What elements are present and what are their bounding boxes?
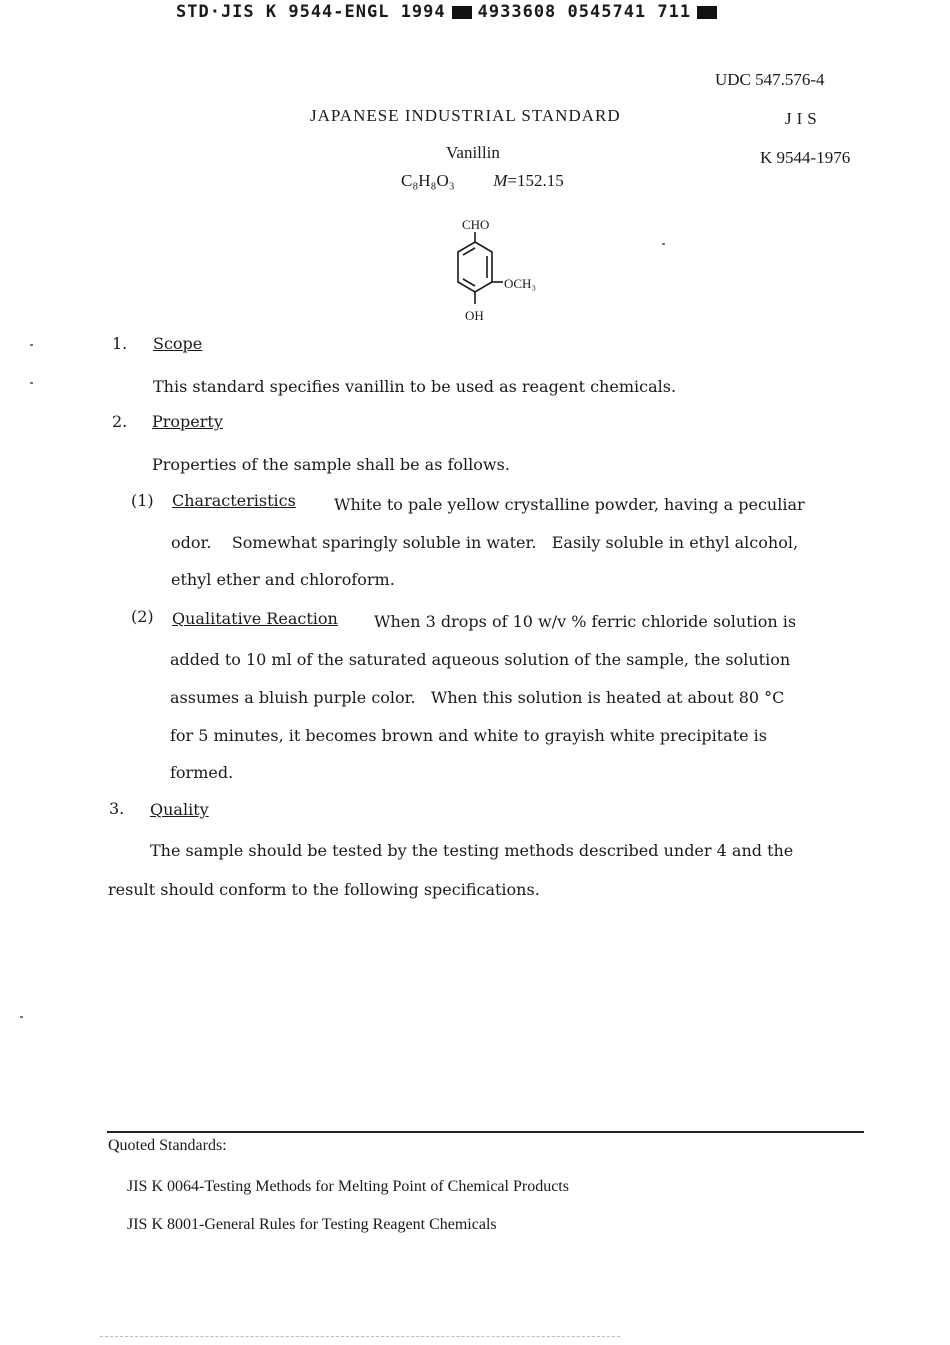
quality-line: The sample should be tested by the testing methods described under 4 and the: [150, 841, 794, 860]
document-code-part1: STD·JIS K 9544-ENGL 1994: [176, 2, 446, 22]
item-heading-characteristics: Characteristics: [172, 491, 296, 510]
molecular-formula-line: [401, 171, 564, 191]
qualitative-reaction-line: formed.: [170, 763, 234, 782]
section-number-property: 2.: [112, 412, 128, 431]
qualitative-reaction-line: assumes a bluish purple color. When this solution is heated at about 80 °C: [170, 688, 785, 707]
scan-speck: [30, 344, 33, 346]
benzene-ring-icon: [430, 212, 560, 327]
quoted-standard-item: JIS K 0064-Testing Methods for Melting Point of Chemical Products: [127, 1178, 569, 1195]
hydroxy-group-label: OH: [465, 308, 484, 323]
molar-mass-label: M: [493, 171, 508, 190]
quoted-standards-label: Quoted Standards:: [108, 1137, 227, 1154]
section-heading-property: Property: [152, 412, 223, 431]
qualitative-reaction-line: for 5 minutes, it becomes brown and white to grayish white precipitate is: [170, 726, 768, 745]
barcode-block-icon: [697, 6, 717, 19]
udc-number: UDC 547.576-4: [715, 70, 825, 89]
property-intro: Properties of the sample shall be as follows.: [152, 455, 510, 474]
characteristics-line: White to pale yellow crystalline powder, having a peculiar: [334, 495, 805, 514]
molar-mass-value: =152.15: [507, 171, 564, 190]
jis-mark: JIS: [785, 109, 822, 128]
standard-title: JAPANESE INDUSTRIAL STANDARD: [310, 106, 621, 125]
qualitative-reaction-line: added to 10 ml of the saturated aqueous solution of the sample, the solution: [170, 650, 791, 669]
standard-number: K 9544-1976: [760, 148, 851, 167]
item-number-characteristics: (1): [131, 491, 154, 510]
scan-speck: [20, 1016, 23, 1018]
aldehyde-group-label: CHO: [462, 217, 490, 232]
qualitative-reaction-line: When 3 drops of 10 w/v % ferric chloride solution is: [374, 612, 797, 631]
scan-edge-line: [100, 1336, 620, 1338]
section-number-scope: 1.: [112, 334, 128, 353]
scan-speck: [30, 382, 33, 384]
scope-text: This standard specifies vanillin to be used as reagent chemicals.: [153, 377, 677, 396]
scan-speck: [662, 243, 665, 245]
footnote-divider: [107, 1131, 864, 1133]
item-heading-qualitative-reaction: Qualitative Reaction: [172, 609, 338, 628]
section-heading-quality: Quality: [150, 800, 209, 819]
document-code-part2: 4933608 0545741 711: [477, 2, 692, 22]
molecular-formula: C₈H₈O₃: [401, 171, 455, 190]
barcode-block-icon: [452, 6, 472, 19]
methoxy-group-label: OCH₃: [504, 276, 536, 291]
vanillin-structure-diagram: [430, 212, 560, 327]
section-heading-scope: Scope: [153, 334, 203, 353]
characteristics-line: ethyl ether and chloroform.: [171, 570, 395, 589]
section-number-quality: 3.: [109, 799, 125, 818]
quoted-standard-item: JIS K 8001-General Rules for Testing Reagent Chemicals: [127, 1216, 497, 1233]
characteristics-line: odor. Somewhat sparingly soluble in water. Easily soluble in ethyl alcohol,: [171, 533, 799, 552]
document-code-header: [176, 2, 723, 22]
substance-name: Vanillin: [446, 143, 500, 162]
item-number-qualitative-reaction: (2): [131, 607, 154, 626]
quality-line: result should conform to the following specifications.: [108, 880, 540, 899]
